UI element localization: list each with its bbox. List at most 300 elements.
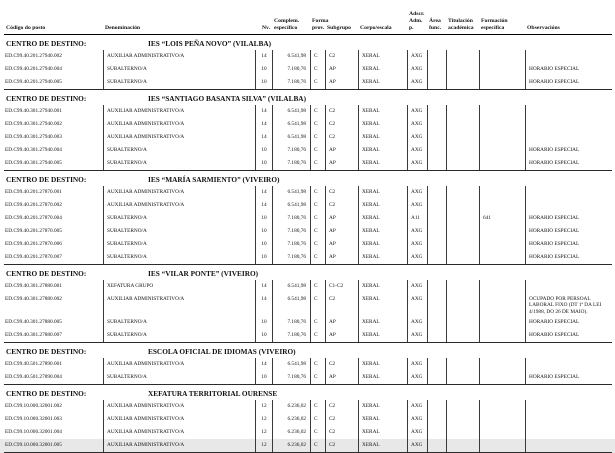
cell-subgrupo: C2 (325, 131, 358, 144)
cell-corpo-escala: XERAL (358, 199, 407, 212)
section-heading (4, 35, 612, 50)
cell-complemento-especifico: 6.541,98 (272, 293, 310, 317)
section-rows (4, 400, 612, 453)
cell-observacions (525, 400, 608, 413)
cell-complemento-especifico: 7.180,76 (272, 212, 310, 225)
cell-nivel: 10 (255, 238, 272, 251)
table-row (4, 293, 612, 317)
cell-corpo-escala: XERAL (358, 144, 407, 157)
cell-formacion-especifica (479, 413, 525, 426)
cell-adscricion: AXG (407, 63, 427, 76)
sections-container (4, 35, 612, 453)
cell-complemento-especifico: 6.541,98 (272, 131, 310, 144)
cell-nivel: 14 (255, 199, 272, 212)
cell-observacions: HORARIO ESPECIAL (525, 63, 608, 76)
table-row (4, 131, 612, 144)
section-rows (4, 105, 612, 171)
cell-corpo-escala: XERAL (358, 50, 407, 63)
cell-nivel: 10 (255, 157, 272, 170)
cell-adscricion: AXG (407, 50, 427, 63)
cell-adscricion: AXG (407, 439, 427, 452)
table-row (4, 316, 612, 329)
cell-nivel: 10 (255, 251, 272, 264)
cell-formacion-especifica (479, 186, 525, 199)
cell-codigo: ED.C99.40.301.27880.007 (5, 332, 62, 339)
cell-adscricion: AXG (407, 371, 427, 384)
cell-adscricion: AXG (407, 144, 427, 157)
cell-corpo-escala: XERAL (358, 238, 407, 251)
cell-formacion-especifica (479, 400, 525, 413)
cell-observacions (525, 50, 608, 63)
cell-codigo: ED.C99.40.301.27940.003 (5, 133, 62, 140)
cell-area-funcional (427, 238, 446, 251)
table-row (4, 413, 612, 426)
cell-area-funcional (427, 400, 446, 413)
cell-complemento-especifico: 6.541,98 (272, 358, 310, 371)
cell-titulacion (446, 238, 479, 251)
cell-forma-provision: C (310, 329, 325, 342)
column-header-denominacion: Denominación (105, 24, 141, 31)
cell-adscricion: AXG (407, 400, 427, 413)
cell-forma-provision: C (310, 157, 325, 170)
column-header-forma-provision: Forma prov. (312, 17, 329, 31)
cell-subgrupo: AP (325, 76, 358, 89)
cell-complemento-especifico: 6.236,02 (272, 426, 310, 439)
cell-subgrupo: C2 (325, 105, 358, 118)
cell-forma-provision: C (310, 76, 325, 89)
cell-formacion-especifica (479, 238, 525, 251)
table-row (4, 50, 612, 63)
cell-corpo-escala: XERAL (358, 131, 407, 144)
cell-forma-provision: C (310, 413, 325, 426)
cell-titulacion (446, 413, 479, 426)
cell-codigo: ED.C99.40.501.27890.001 (5, 361, 62, 368)
cell-titulacion (446, 50, 479, 63)
centro-destino-title: IES “VILAR PONTE” (VIVEIRO) (148, 268, 259, 278)
section-rows (4, 358, 612, 385)
table-row (4, 358, 612, 371)
centro-destino-title: IES “MARÍA SARMIENTO” (VIVEIRO) (148, 174, 280, 184)
cell-complemento-especifico: 6.541,98 (272, 50, 310, 63)
column-header-subgrupo: Subgrupo (327, 24, 352, 31)
cell-formacion-especifica (479, 144, 525, 157)
cell-denominacion: AUXILIAR ADMINISTRATIVO/A (103, 400, 255, 413)
cell-observacions: HORARIO ESPECIAL (525, 76, 608, 89)
cell-nivel: 14 (255, 50, 272, 63)
cell-adscricion: AXG (407, 329, 427, 342)
cell-codigo: ED.C99.40.301.27940.005 (5, 159, 62, 166)
column-header-corpo-escala: Corpo/escala (360, 24, 392, 31)
section-heading (4, 90, 612, 105)
cell-subgrupo: AP (325, 238, 358, 251)
table-row (4, 105, 612, 118)
cell-titulacion (446, 157, 479, 170)
cell-complemento-especifico: 6.541,98 (272, 186, 310, 199)
cell-area-funcional (427, 329, 446, 342)
cell-subgrupo: C2 (325, 439, 358, 452)
cell-adscricion: AXG (407, 293, 427, 317)
cell-corpo-escala: XERAL (358, 439, 407, 452)
cell-nivel: 14 (255, 105, 272, 118)
table-row (4, 280, 612, 293)
cell-corpo-escala: XERAL (358, 63, 407, 76)
table-row (4, 144, 612, 157)
cell-observacions (525, 426, 608, 439)
cell-codigo: ED.C99.40.201.27870.006 (5, 240, 62, 247)
cell-formacion-especifica (479, 371, 525, 384)
cell-corpo-escala: XERAL (358, 118, 407, 131)
centro-destino-title: XEFATURA TERRITORIAL OURENSE (148, 389, 278, 399)
cell-nivel: 14 (255, 118, 272, 131)
cell-forma-provision: C (310, 118, 325, 131)
cell-corpo-escala: XERAL (358, 371, 407, 384)
cell-codigo: ED.C99.40.201.27870.002 (5, 201, 62, 208)
cell-nivel: 10 (255, 144, 272, 157)
cell-complemento-especifico: 7.180,76 (272, 157, 310, 170)
cell-corpo-escala: XERAL (358, 316, 407, 329)
cell-adscricion: AXG (407, 426, 427, 439)
cell-denominacion: SUBALTERNO/A (103, 63, 255, 76)
cell-denominacion: AUXILIAR ADMINISTRATIVO/A (103, 118, 255, 131)
cell-area-funcional (427, 316, 446, 329)
cell-denominacion: AUXILIAR ADMINISTRATIVO/A (103, 131, 255, 144)
cell-denominacion: SUBALTERNO/A (103, 76, 255, 89)
cell-area-funcional (427, 280, 446, 293)
cell-subgrupo: C2 (325, 413, 358, 426)
cell-corpo-escala: XERAL (358, 400, 407, 413)
cell-formacion-especifica (479, 63, 525, 76)
cell-corpo-escala: XERAL (358, 329, 407, 342)
cell-formacion-especifica (479, 50, 525, 63)
column-header-nivel: Nv. (261, 24, 270, 31)
cell-denominacion: SUBALTERNO/A (103, 144, 255, 157)
cell-observacions: OCUPADO POR PERSOAL LABORAL FIXO (DT 1ª DA LEI 4/1988, DO 26 DE MAIO). (525, 293, 608, 317)
cell-formacion-especifica (479, 105, 525, 118)
cell-area-funcional (427, 358, 446, 371)
cell-forma-provision: C (310, 225, 325, 238)
cell-forma-provision: C (310, 63, 325, 76)
cell-complemento-especifico: 7.180,76 (272, 225, 310, 238)
cell-subgrupo: AP (325, 144, 358, 157)
cell-titulacion (446, 400, 479, 413)
cell-codigo: ED.C99.40.201.27870.004 (5, 214, 62, 221)
cell-codigo: ED.C99.10.000.32001.004 (5, 429, 62, 436)
cell-titulacion (446, 144, 479, 157)
cell-nivel: 10 (255, 316, 272, 329)
table-row (4, 76, 612, 89)
cell-forma-provision: C (310, 371, 325, 384)
table-row (4, 225, 612, 238)
cell-observacions (525, 280, 608, 293)
cell-subgrupo: AP (325, 371, 358, 384)
cell-formacion-especifica (479, 280, 525, 293)
cell-titulacion (446, 358, 479, 371)
cell-formacion-especifica (479, 225, 525, 238)
cell-subgrupo: C2 (325, 400, 358, 413)
section-heading (4, 343, 612, 358)
column-header-observacions: Observacións (527, 24, 560, 31)
cell-forma-provision: C (310, 212, 325, 225)
cell-subgrupo: C2 (325, 118, 358, 131)
cell-observacions: HORARIO ESPECIAL (525, 157, 608, 170)
cell-area-funcional (427, 118, 446, 131)
centro-destino-section (4, 171, 612, 265)
cell-titulacion (446, 371, 479, 384)
cell-denominacion: SUBALTERNO/A (103, 251, 255, 264)
cell-forma-provision: C (310, 426, 325, 439)
cell-codigo: ED.C99.40.301.27940.004 (5, 146, 62, 153)
cell-adscricion: AXG (407, 225, 427, 238)
cell-subgrupo: C2 (325, 358, 358, 371)
cell-corpo-escala: XERAL (358, 426, 407, 439)
cell-adscricion: AXG (407, 76, 427, 89)
centro-destino-label: CENTRO DE DESTINO: (6, 174, 87, 184)
table-row (4, 371, 612, 384)
cell-nivel: 12 (255, 400, 272, 413)
cell-complemento-especifico: 6.236,02 (272, 413, 310, 426)
cell-adscricion: AXG (407, 186, 427, 199)
cell-forma-provision: C (310, 293, 325, 317)
cell-titulacion (446, 105, 479, 118)
cell-titulacion (446, 131, 479, 144)
cell-titulacion (446, 212, 479, 225)
cell-forma-provision: C (310, 238, 325, 251)
table-row (4, 426, 612, 439)
column-header-complemento-especifico: Complem. específico (274, 17, 300, 31)
table-row (4, 63, 612, 76)
cell-formacion-especifica (479, 439, 525, 452)
cell-forma-provision: C (310, 358, 325, 371)
cell-forma-provision: C (310, 50, 325, 63)
cell-subgrupo: AP (325, 225, 358, 238)
cell-observacions: HORARIO ESPECIAL (525, 329, 608, 342)
cell-codigo: ED.C99.40.201.27870.001 (5, 188, 62, 195)
cell-forma-provision: C (310, 131, 325, 144)
cell-complemento-especifico: 7.180,76 (272, 371, 310, 384)
cell-denominacion: AUXILIAR ADMINISTRATIVO/A (103, 358, 255, 371)
column-header-codigo: Código do posto (6, 24, 46, 31)
cell-titulacion (446, 76, 479, 89)
cell-codigo: ED.C99.10.000.32001.003 (5, 416, 62, 423)
cell-observacions: HORARIO ESPECIAL (525, 251, 608, 264)
cell-titulacion (446, 316, 479, 329)
cell-area-funcional (427, 439, 446, 452)
table-row (4, 212, 612, 225)
cell-formacion-especifica (479, 329, 525, 342)
cell-forma-provision: C (310, 199, 325, 212)
cell-adscricion: AXG (407, 118, 427, 131)
cell-codigo: ED.C99.40.201.27940.002 (5, 52, 62, 59)
cell-formacion-especifica (479, 76, 525, 89)
cell-subgrupo: C2 (325, 426, 358, 439)
cell-nivel: 10 (255, 212, 272, 225)
cell-denominacion: AUXILIAR ADMINISTRATIVO/A (103, 426, 255, 439)
cell-codigo: ED.C99.40.301.27880.001 (5, 282, 62, 289)
cell-area-funcional (427, 413, 446, 426)
cell-codigo: ED.C99.40.301.27940.001 (5, 107, 62, 114)
cell-observacions (525, 199, 608, 212)
cell-area-funcional (427, 293, 446, 317)
cell-formacion-especifica (479, 426, 525, 439)
cell-area-funcional (427, 225, 446, 238)
cell-adscricion: AXG (407, 316, 427, 329)
centro-destino-label: CENTRO DE DESTINO: (6, 38, 87, 48)
cell-complemento-especifico: 7.180,76 (272, 251, 310, 264)
cell-area-funcional (427, 131, 446, 144)
cell-adscricion: AXG (407, 238, 427, 251)
cell-codigo: ED.C99.40.201.27870.007 (5, 253, 62, 260)
cell-subgrupo: AP (325, 157, 358, 170)
cell-codigo: ED.C99.40.301.27880.005 (5, 319, 62, 326)
cell-formacion-especifica (479, 199, 525, 212)
cell-titulacion (446, 426, 479, 439)
cell-formacion-especifica (479, 293, 525, 317)
cell-adscricion: AXG (407, 251, 427, 264)
section-rows (4, 50, 612, 90)
cell-observacions (525, 105, 608, 118)
cell-complemento-especifico: 6.541,98 (272, 105, 310, 118)
centro-destino-section (4, 35, 612, 90)
centro-destino-label: CENTRO DE DESTINO: (6, 389, 87, 399)
cell-complemento-especifico: 7.180,76 (272, 329, 310, 342)
cell-observacions: HORARIO ESPECIAL (525, 225, 608, 238)
cell-observacions: HORARIO ESPECIAL (525, 316, 608, 329)
cell-adscricion: AXG (407, 358, 427, 371)
cell-adscricion: AXG (407, 413, 427, 426)
cell-formacion-especifica (479, 157, 525, 170)
table-row (4, 157, 612, 170)
cell-adscricion: A11 (407, 212, 427, 225)
section-heading (4, 265, 612, 280)
cell-area-funcional (427, 50, 446, 63)
column-header-area-funcional: Área func. (429, 17, 442, 31)
cell-subgrupo: C2 (325, 293, 358, 317)
table-column-header (4, 11, 612, 35)
cell-observacions (525, 186, 608, 199)
cell-corpo-escala: XERAL (358, 251, 407, 264)
cell-codigo: ED.C99.40.301.27880.002 (5, 295, 62, 302)
cell-denominacion: SUBALTERNO/A (103, 316, 255, 329)
cell-denominacion: AUXILIAR ADMINISTRATIVO/A (103, 199, 255, 212)
centro-destino-title: IES “SANTIAGO BASANTA SILVA” (VILALBA) (148, 93, 307, 103)
cell-denominacion: SUBALTERNO/A (103, 371, 255, 384)
cell-codigo: ED.C99.40.301.27940.002 (5, 120, 62, 127)
cell-forma-provision: C (310, 316, 325, 329)
cell-nivel: 14 (255, 293, 272, 317)
table-row (4, 186, 612, 199)
cell-titulacion (446, 439, 479, 452)
cell-subgrupo: C2 (325, 186, 358, 199)
cell-corpo-escala: XERAL (358, 413, 407, 426)
cell-formacion-especifica (479, 358, 525, 371)
cell-formacion-especifica (479, 251, 525, 264)
cell-observacions (525, 118, 608, 131)
cell-area-funcional (427, 371, 446, 384)
table-row (4, 199, 612, 212)
cell-nivel: 12 (255, 413, 272, 426)
cell-subgrupo: AP (325, 63, 358, 76)
cell-titulacion (446, 225, 479, 238)
table-row (4, 329, 612, 342)
centro-destino-title: ESCOLA OFICIAL DE IDIOMAS (VIVEIRO) (148, 347, 296, 357)
cell-subgrupo: AP (325, 329, 358, 342)
cell-area-funcional (427, 144, 446, 157)
cell-corpo-escala: XERAL (358, 225, 407, 238)
cell-corpo-escala: XERAL (358, 186, 407, 199)
cell-observacions (525, 413, 608, 426)
cell-complemento-especifico: 6.236,02 (272, 439, 310, 452)
cell-denominacion: SUBALTERNO/A (103, 238, 255, 251)
centro-destino-section (4, 343, 612, 385)
cell-formacion-especifica (479, 118, 525, 131)
cell-formacion-especifica: 641 (479, 212, 525, 225)
cell-adscricion: AXG (407, 157, 427, 170)
cell-observacions: HORARIO ESPECIAL (525, 238, 608, 251)
cell-titulacion (446, 280, 479, 293)
column-header-formacion-especifica: Formación específica (481, 17, 508, 31)
cell-denominacion: SUBALTERNO/A (103, 329, 255, 342)
cell-observacions: HORARIO ESPECIAL (525, 144, 608, 157)
cell-corpo-escala: XERAL (358, 358, 407, 371)
table-row (4, 251, 612, 264)
cell-area-funcional (427, 212, 446, 225)
cell-observacions: HORARIO ESPECIAL (525, 371, 608, 384)
cell-adscricion: AXG (407, 280, 427, 293)
cell-denominacion: SUBALTERNO/A (103, 225, 255, 238)
cell-complemento-especifico: 6.541,98 (272, 118, 310, 131)
section-rows (4, 186, 612, 265)
cell-codigo: ED.C99.10.000.32001.002 (5, 403, 62, 410)
cell-forma-provision: C (310, 144, 325, 157)
cell-titulacion (446, 251, 479, 264)
column-header-titulacion: Titulación académica (448, 17, 474, 31)
cell-nivel: 12 (255, 426, 272, 439)
cell-complemento-especifico: 6.541,98 (272, 280, 310, 293)
cell-complemento-especifico: 7.180,76 (272, 76, 310, 89)
cell-complemento-especifico: 7.180,76 (272, 238, 310, 251)
cell-denominacion: XEFATURA GRUPO (103, 280, 255, 293)
table-row (4, 439, 612, 452)
cell-nivel: 10 (255, 76, 272, 89)
cell-corpo-escala: XERAL (358, 280, 407, 293)
section-heading (4, 171, 612, 186)
cell-subgrupo: C2 (325, 50, 358, 63)
cell-area-funcional (427, 426, 446, 439)
cell-denominacion: SUBALTERNO/A (103, 212, 255, 225)
cell-nivel: 10 (255, 371, 272, 384)
cell-codigo: ED.C99.10.000.32001.005 (5, 442, 62, 449)
cell-formacion-especifica (479, 316, 525, 329)
cell-observacions (525, 358, 608, 371)
section-rows (4, 280, 612, 344)
column-header-adscricion: Adscr. Adm. p. (409, 11, 425, 31)
cell-denominacion: AUXILIAR ADMINISTRATIVO/A (103, 439, 255, 452)
centro-destino-label: CENTRO DE DESTINO: (6, 347, 87, 357)
cell-subgrupo: AP (325, 212, 358, 225)
centro-destino-section (4, 265, 612, 344)
table-row (4, 400, 612, 413)
cell-formacion-especifica (479, 131, 525, 144)
cell-titulacion (446, 118, 479, 131)
cell-forma-provision: C (310, 400, 325, 413)
cell-nivel: 10 (255, 329, 272, 342)
cell-denominacion: AUXILIAR ADMINISTRATIVO/A (103, 105, 255, 118)
cell-titulacion (446, 293, 479, 317)
centro-destino-section (4, 385, 612, 453)
centro-destino-section (4, 90, 612, 171)
cell-area-funcional (427, 157, 446, 170)
cell-subgrupo: C1-C2 (325, 280, 358, 293)
